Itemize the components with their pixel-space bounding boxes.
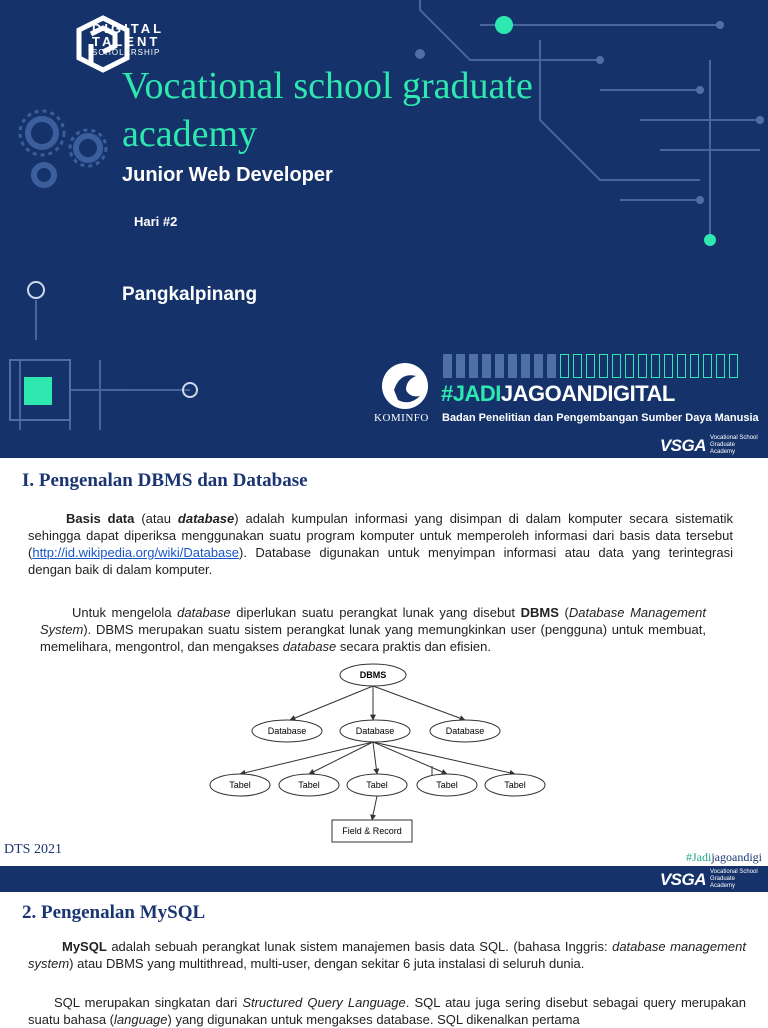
- section2-paragraph2: SQL merupakan singkatan dari Structured Query Language. SQL atau juga sering disebut sebagai query merupakan suatu bahasa (language) yang digunakan untuk mengakses database. SQL dikenalkan pertama: [28, 995, 747, 1027]
- vsga-bar-top: [0, 432, 768, 458]
- footer-hashtag-rest: jagoandigi: [711, 850, 762, 864]
- node-database-3-label: Database: [445, 726, 485, 736]
- node-tabel-2-label: Tabel: [298, 780, 320, 790]
- kominfo-garuda-icon: [380, 360, 430, 412]
- logo-line-digital: DIGITAL: [92, 21, 165, 36]
- node-tabel-4-label: Tabel: [436, 780, 458, 790]
- term-mysql: MySQL: [62, 939, 107, 954]
- dbms-hierarchy-diagram: [205, 662, 555, 852]
- footer-dts: DTS 2021: [4, 842, 62, 857]
- node-database-1-label: Database: [267, 726, 307, 736]
- logo-text: [92, 22, 164, 58]
- vsga-label-2: VSGA: [659, 869, 706, 889]
- section2-paragraph1: MySQL adalah sebuah perangkat lunak sistem manajemen basis data SQL. (bahasa Inggris: database management system) atau DBMS yang multithread, multi-user, dengan sekitar 6 juta instalasi di seluruh dunia.: [28, 939, 746, 971]
- vsga-logo: [660, 435, 758, 456]
- footer-hashtag-accent: #Jadi: [686, 850, 712, 864]
- cover-subtitle: Junior Web Developer: [122, 164, 333, 186]
- vsga-tagline: Vocational School Graduate Academy: [710, 435, 758, 455]
- decorative-bars: [443, 354, 738, 378]
- vsga-logo-2: [660, 869, 758, 890]
- term-database: database: [177, 511, 235, 526]
- logo-line-scholarship: SCHOLARSHIP: [92, 48, 161, 57]
- term-basis-data: Basis data: [66, 511, 135, 526]
- hashtag-jadijagoandigital: [441, 381, 675, 407]
- term-dbms: DBMS: [520, 605, 559, 620]
- node-tabel-5-label: Tabel: [504, 780, 526, 790]
- agency-name: Badan Penelitian dan Pengembangan Sumber Daya Manusia: [442, 412, 759, 424]
- wikipedia-link[interactable]: http://id.wikipedia.org/wiki/Database: [32, 545, 240, 560]
- node-database-2-label: Database: [355, 726, 395, 736]
- hashtag-rest: JAGOANDIGITAL: [500, 381, 675, 406]
- hashtag-accent: #JADI: [441, 381, 501, 406]
- cover-title: Vocational school graduate academy: [122, 65, 533, 155]
- node-tabel-1-label: Tabel: [229, 780, 251, 790]
- section1-paragraph2: Untuk mengelola database diperlukan suatu perangkat lunak yang disebut DBMS (Database Management System). DBMS merupakan suatu sistem perangkat lunak yang memungkinkan user (pengguna) untuk membuat, memelihara, mengontrol, dan mengakses database secara praktis dan efisien.: [40, 605, 706, 654]
- footer-hashtag: [686, 850, 762, 865]
- vsga-bar-bottom: [0, 866, 768, 892]
- section1-heading: I. Pengenalan DBMS dan Database: [22, 470, 308, 491]
- node-tabel-3-label: Tabel: [366, 780, 388, 790]
- section2-heading: 2. Pengenalan MySQL: [22, 902, 206, 923]
- node-dbms-label: DBMS: [359, 670, 387, 680]
- cover-slide: [0, 0, 768, 432]
- node-field-record-label: Field & Record: [342, 826, 402, 836]
- vsga-tagline-2: Vocational School Graduate Academy: [710, 869, 758, 889]
- logo-line-talent: TALENT: [92, 34, 161, 49]
- vsga-label: VSGA: [659, 435, 706, 455]
- kominfo-label: KOMINFO: [374, 412, 429, 424]
- cover-day: Hari #2: [134, 214, 178, 229]
- cover-city: Pangkalpinang: [122, 284, 258, 305]
- section1-paragraph1: Basis data (atau database) adalah kumpulan informasi yang disimpan di dalam komputer secara sistematik sehingga dapat diperiksa menggunakan suatu program komputer untuk memperoleh informasi dari basis data tersebut (http://id.wikipedia.org/wiki/Database). Database digunakan untuk menyimpan informasi atau data yang terintegrasi dengan baik di dalam komputer.: [28, 511, 733, 577]
